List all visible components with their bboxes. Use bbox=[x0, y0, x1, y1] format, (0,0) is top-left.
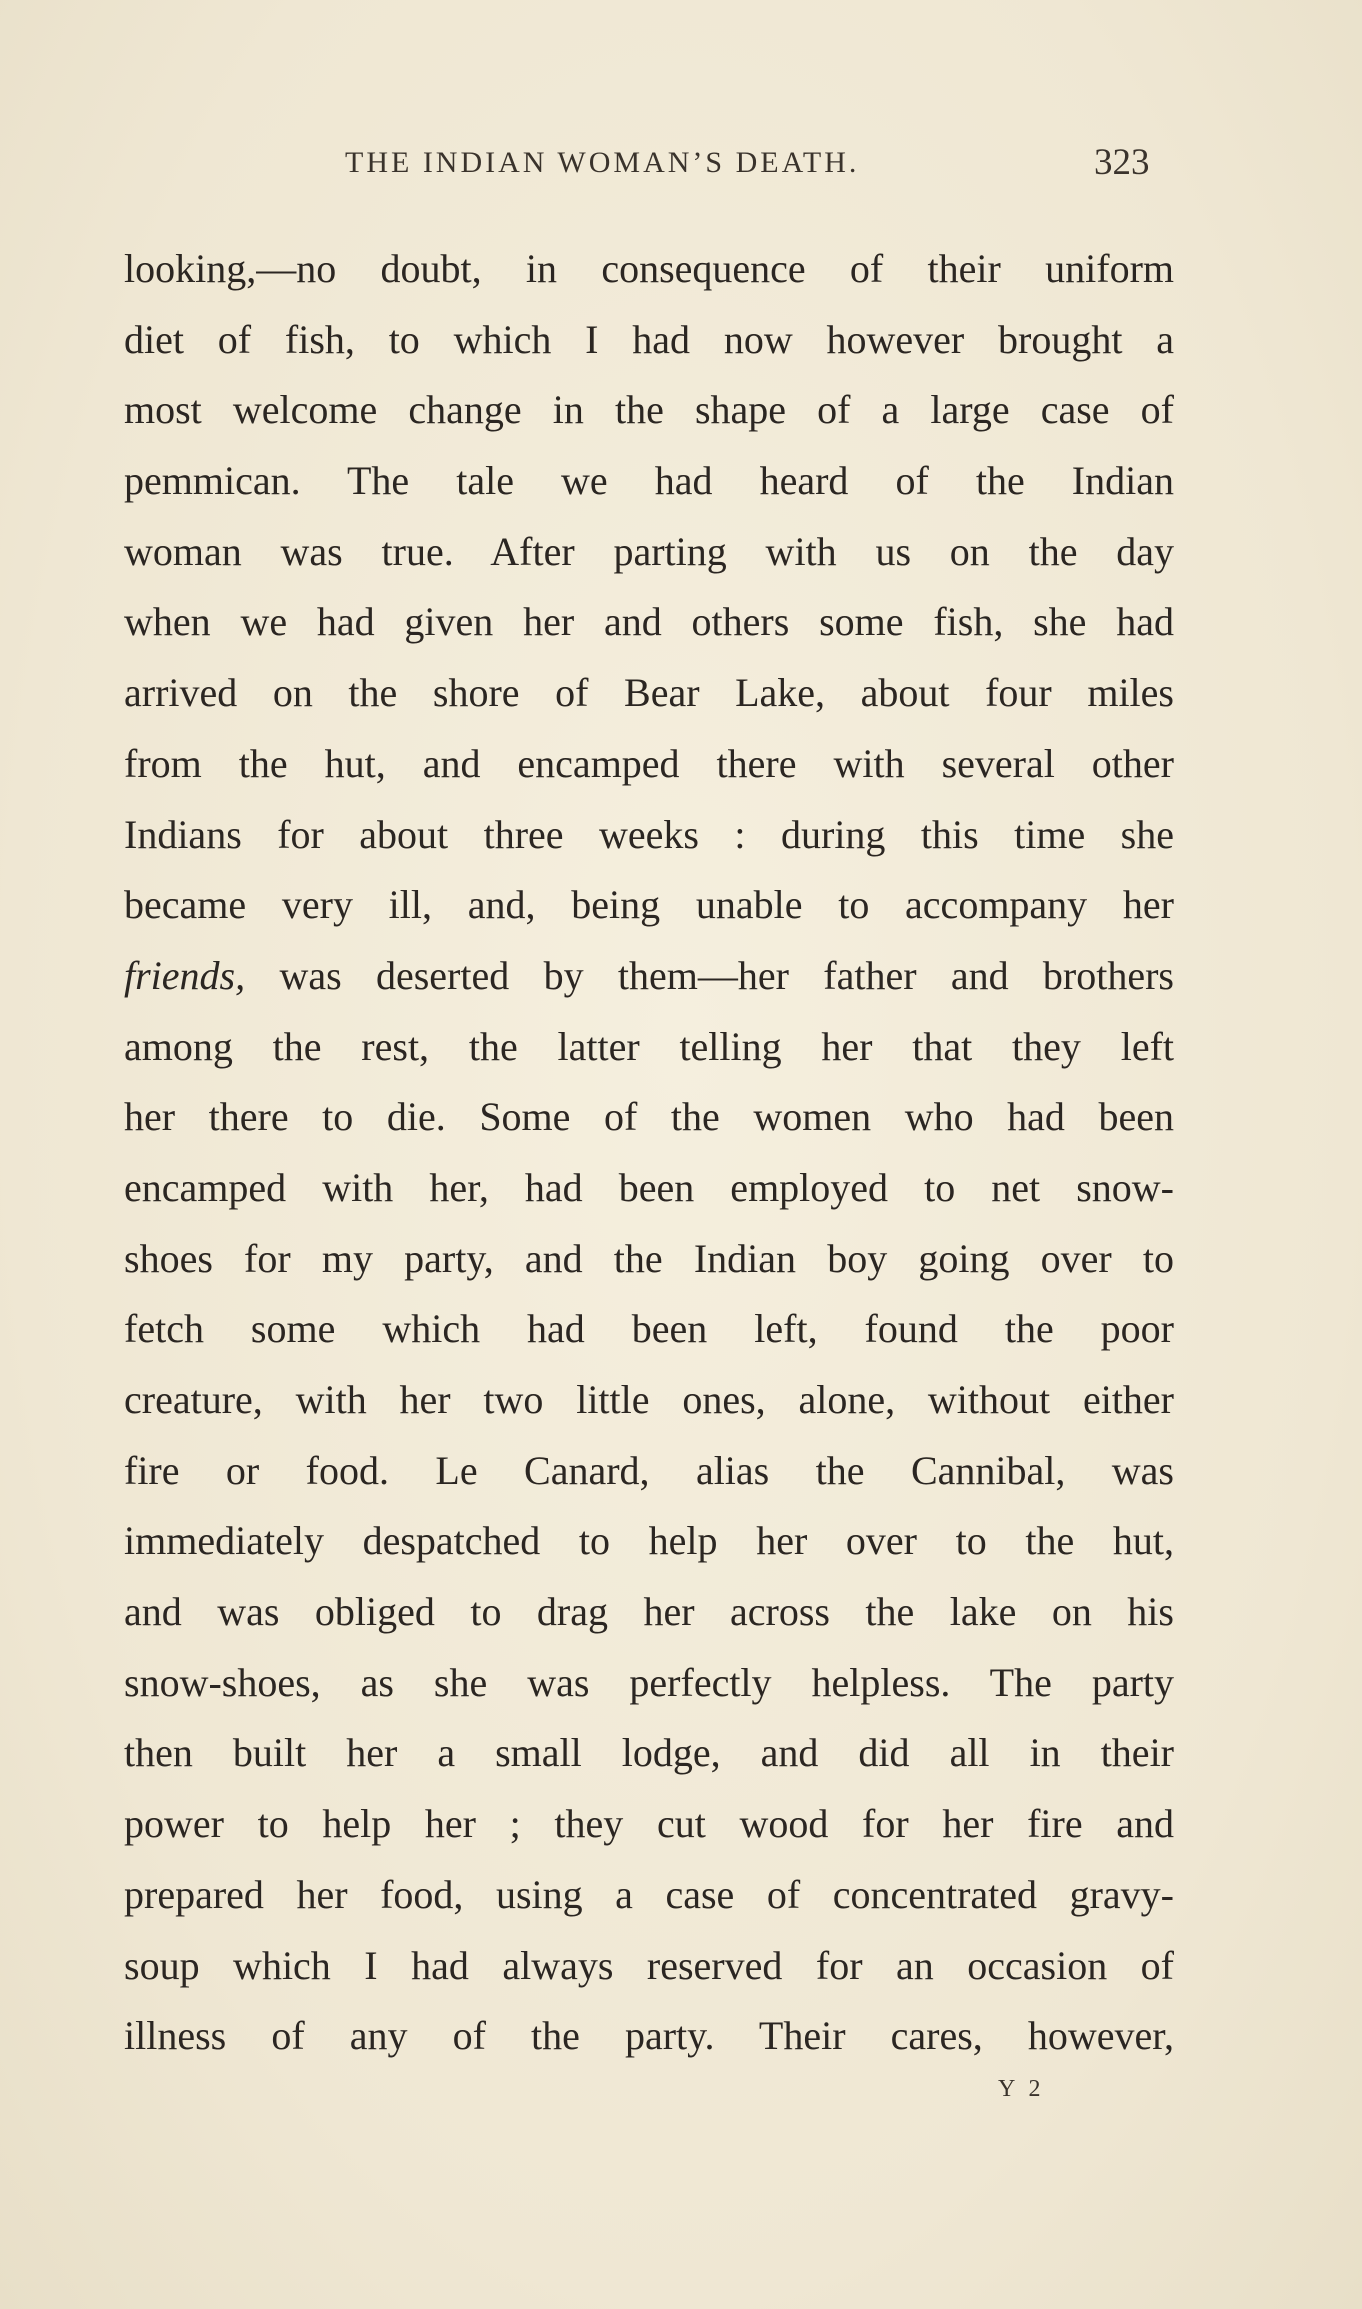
text-line-2: diet of fish, to which I had now however brought a bbox=[124, 316, 1174, 362]
text-line-14: encamped with her, had been employed to net snow- bbox=[124, 1164, 1174, 1210]
text-line-1: looking,—no doubt, in consequence of their uniform bbox=[124, 246, 1174, 291]
body-text bbox=[124, 234, 1174, 2072]
text-line-22: then built her a small lodge, and did all in their bbox=[124, 1730, 1174, 1776]
text-line-4: pemmican. The tale we had heard of the Indian bbox=[124, 458, 1174, 504]
text-line-11 bbox=[124, 941, 1174, 1012]
page-number: 323 bbox=[1094, 142, 1150, 183]
text-line-21: snow-shoes, as she was perfectly helpless. The party bbox=[124, 1659, 1174, 1705]
text-line-23: power to help her ; they cut wood for her fire and bbox=[124, 1801, 1174, 1847]
running-head-title: THE INDIAN WOMAN’S DEATH. bbox=[345, 146, 860, 179]
text-line-11-rest: was deserted by them—her father and brothers bbox=[279, 952, 1174, 998]
text-line-12: among the rest, the latter telling her that they left bbox=[124, 1023, 1174, 1069]
running-head bbox=[0, 138, 1362, 188]
text-line-8: from the hut, and encamped there with several other bbox=[124, 740, 1174, 786]
text-line-19: immediately despatched to help her over to the hut, bbox=[124, 1518, 1174, 1564]
text-line-7: arrived on the shore of Bear Lake, about four miles bbox=[124, 670, 1174, 716]
text-line-26: illness of any of the party. Their cares, however, bbox=[124, 2013, 1174, 2059]
text-line-17: creature, with her two little ones, alone, without either bbox=[124, 1377, 1174, 1422]
text-line-6: when we had given her and others some fish, she had bbox=[124, 599, 1174, 645]
italic-word: friends, bbox=[124, 952, 246, 998]
text-line-10: became very ill, and, being unable to accompany her bbox=[124, 882, 1174, 928]
text-line-3: most welcome change in the shape of a large case of bbox=[124, 387, 1174, 433]
text-line-20: and was obliged to drag her across the lake on his bbox=[124, 1589, 1174, 1635]
text-line-18: fire or food. Le Canard, alias the Cannibal, was bbox=[124, 1447, 1174, 1493]
signature-mark: Y 2 bbox=[998, 2076, 1045, 2102]
text-line-13: her there to die. Some of the women who had been bbox=[124, 1094, 1174, 1140]
text-line-24: prepared her food, using a case of concentrated gravy- bbox=[124, 1871, 1174, 1917]
text-line-16: fetch some which had been left, found the poor bbox=[124, 1306, 1174, 1352]
text-line-15: shoes for my party, and the Indian boy going over to bbox=[124, 1235, 1174, 1281]
text-line-9: Indians for about three weeks : during this time she bbox=[124, 811, 1174, 857]
text-line-5: woman was true. After parting with us on the day bbox=[124, 528, 1174, 574]
text-line-25: soup which I had always reserved for an occasion of bbox=[124, 1942, 1174, 1988]
